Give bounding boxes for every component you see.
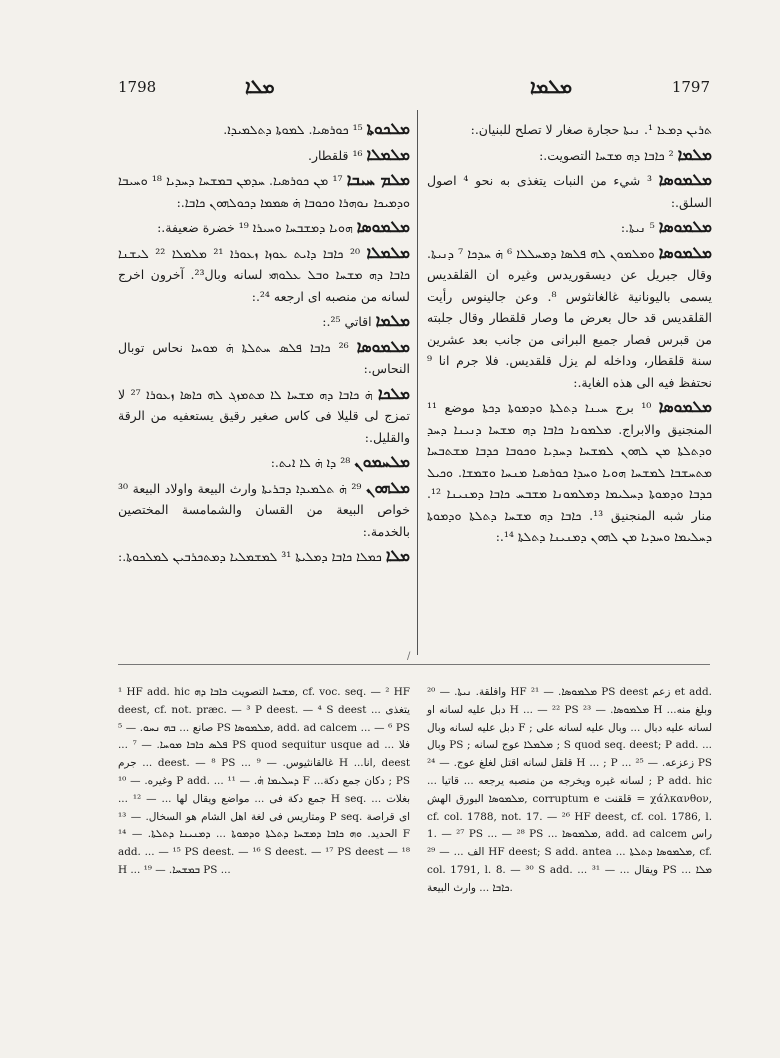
entry-text: ²⁶ ܟܐܒܐ ܦܠܣ ܚܬܠܬܐ ܗ̇ ܡܘܚܐ نحاس توبال النحاس.: (118, 339, 410, 376)
entry-headword: ܡܠܡܘܣܐ (356, 217, 410, 236)
entry-headword: ܡܠܚܡܘܢ (354, 452, 410, 471)
entry-text: ³ شيء من النبات يتغذى به نحو ⁴ اصول السلق.: (427, 173, 712, 210)
entry-text: ܘܡܠܡܘܢ ܠܗ ܦܠܣܐ ܕܡܚܠܠܐ ⁶ ܗ̇ ܚܕܟܐ ⁷ ܕܢܝܬܐ. وقال جبريل عن ديسقوريدس وغيره ان القلقديس يسمى باليونانية غالغانثوس ⁸. وعن جالينوس رأيت القلقديس قد حال بعرض ما وصار قلقطار وقال جلبته من قبرس فصار جميع البرانى من جانب بعد عشرين سنة قلقطار، وداخله لم يزل قلقديس. فلا جرم انا ⁹ نحتفظ فيه الى هذه الغاية.: (427, 245, 712, 390)
entry (118, 336, 410, 380)
entry-text: اقاتي ²⁵.: (322, 314, 372, 329)
footnotes-left (118, 684, 410, 880)
entry-text: ⁵ ܢܝܬܐ.: (620, 220, 655, 235)
entry (427, 169, 712, 213)
footnote-rule (118, 664, 710, 665)
entry (118, 118, 410, 141)
entry (118, 545, 410, 568)
entry (118, 169, 410, 213)
right-page-number: 1797 (671, 78, 710, 96)
entry-text: ܗܘܝܐ ܕܡܫܒܚܐ ܘܚܝܪܐ ¹⁹ خضرة ضعيفة.: (157, 220, 353, 235)
entry-headword: ܡܠܡܐ (375, 311, 410, 330)
entry-text: ² ܟܐܒܐ ܕܗ ܡܫܚܐ التصويت.: (539, 147, 674, 163)
entry-headword: ܡܠܗܘܢ (366, 477, 410, 497)
entry-text: ܟܡܠܐ ܟܐܒܐ ܕܡܠܝܬܐ ³¹ ܠܡܫܡܠܝܐ ܕܡܬܟܪܒܝܢ ܠܡܠܟܘܬܐ.: (117, 549, 382, 564)
left-column (118, 118, 410, 571)
footnotes-right (427, 684, 712, 898)
entry-headword: ܡܠܡܐ (677, 144, 712, 164)
right-column (427, 118, 712, 551)
entry-headword: ܡܠܡܘܣܐ (658, 397, 712, 416)
entry-text: ²⁹ ܗ̇ ܬܠܡܝܕܐ ܕܒܪܝܬܐ وارث البيعة واولاد البيعة ³⁰ خواص البيعة من القسان والشمامسة المختصين بالخدمة.: (118, 480, 410, 539)
entry-headword: ܡܠܡܠܐ (366, 242, 410, 262)
right-running-head: ܡܠܡܐ (530, 76, 573, 98)
entry-headword: ܡܠܐ (385, 546, 410, 565)
entry (427, 216, 712, 239)
entry-text: ¹⁷ ܡܢ ܟܘܪܣܝܐ. ܚܕܡܢ ܒܡܫܚܐ ܕܚܕܝܐ ¹⁸ ܘܚܝܒܐ ܘܕܡܝܟܐ ܢܘܗܪܐ ܘܟܘܒܐ ܗ̇ ܣܡܡܐ ܕܟܘܠܗܘܢ ܟܐܒܐ.: (118, 173, 410, 210)
entry-headword: ܡܠܡܘܣܐ (658, 170, 712, 189)
entry-headword: ܡܠܟܘܬܐ (366, 119, 410, 138)
entry-text: ²⁸ ܕܐ ܗ̇ ܠܐ ܐܝܬ.: (270, 455, 351, 470)
entry-headword: ܡܠܟܐ (378, 383, 411, 403)
footnote-text: وافلقة. ܢܝܬܐ. — ²⁰ HF ܡܠܡܘܣܐ. — ²¹ PS deest زعم et add. دبل عليه لسانه او H ... — ²² PS ܡܠܡܘܣܐ. — ²³ H ...وبلغ منه دبل عليه لسانه وبال F ; لسانه عليه دبال ... وبال عليه لسانه على وبال PS ; ܡܠܡܠܐ عوج لسانه ; S quod seq. deest; P add. ... قلقل لسانه اقتل لغلغ عوج. — ²⁴ H ... ; P ... زعزعه. — ²⁵ PS ... لسانه غيره ويخرجه من منصبه يرجعه ... قاتيا ; P add. hic ܡܠܡܘܣܐ البورق الهش, corruptum e قلقنت = χάλκανθον, cf. col. 1788, not. 17. — ²⁶ HF deest, cf. col. 1786, l. 1. — ²⁷ PS ... — ²⁸ PS ... ܡܠܡܘܣܐ, add. ad calcem راس الف ... — ²⁹ HF deest; S add. antea ... ܡܠܡܘܣܐ ܕܬܠܬܐ, cf. col. 1791, l. 8. — ³⁰ S add. ... ويقال ... — ³¹ PS ... ܡܠܐ ܟܐܒܐ ... وارث البيعة. (427, 686, 713, 894)
entry (118, 310, 410, 333)
entry (118, 451, 410, 474)
entry (427, 144, 712, 167)
entry-text: ܗ̇ ܟܐܒܐ ܕܗ ܡܫܚܐ ܠܐ ܡܬܡܙܓ ܠܗ ܟܐܣܐ ܙܥܘܪܐ ²⁷ لا تمزج لى قليلا فى كاس صغير رقيق يستعفيه من الرقة والقليل.: (118, 386, 410, 445)
entry (118, 144, 410, 167)
entry-text: ¹⁵ ܟܘܪܣܝܐ. ܠܡܘܬܐ ܕܬܠܡܝܕܐ. (223, 122, 363, 137)
left-running-head: ܡܠܐ (245, 76, 275, 98)
entry-text: ¹⁶ قلقطار. (307, 147, 363, 163)
divider-tick: / (407, 651, 411, 662)
entry-headword: ܡܠܡܘܣܐ (658, 217, 712, 236)
entry (118, 477, 410, 543)
entry-text: ¹⁰ برج ܚܝܢܐ ܕܬܠܬܐ ܘܕܡܘܬܐ ܕܟܬܐ موضع ¹¹ المنجنيق والابراج. ܡܠܡܘܢܐ ܟܐܒܐ ܕܗ ܡܫܚܐ ܕܢܝܢܐ ܕܚܕ ܘܕܬܠܬܐ ܡܢ ܠܗܘܢ ܠܡܫܚܐ ܕܚܕܝܐ ܘܟܘܒܐ ܟܕܒܐ ܡܫܬܒܚܐ ܡܬܚܫܒܐ ܠܡܫܚܐ ܗܘܝܐ ܘܚܕܐ ܟܘܪܣܝܐ ܡܢܚܐ ܘܫܡܫܐ. ܘܟܝܠ ܟܕܒܐ ܘܕܡܘܬܐ ܕܚܠܝܡܐ ܕܡܠܡܘܢܐ ܡܫܒܚ ܟܐܒܐ ܕܡܢܝܢܐ ¹². منار شبه المنجنيق ¹³. ܟܐܒܐ ܕܗ ܡܫܚܐ ܕܬܠܬܐ ܘܕܡܘܬܐ ܕܚܠܝܡܐ ܘܚܕܝܐ ܡܢ ܠܗܘܢ ܕܡܢܝܢܐ ܕܬܠܬܐ ¹⁴.: (427, 400, 712, 544)
entry-text: ܬܪܝܢ ܕܡܥܐ ¹. ܢܝܬܐ حجارة صغار لا تصلح للبنيان.: (470, 122, 712, 137)
entry (118, 216, 410, 239)
left-page-number: 1798 (118, 78, 157, 96)
entry-headword: ܡܠܡܘܣܐ (658, 242, 712, 262)
column-divider (417, 110, 418, 655)
entry-text: ²⁰ ܟܐܒܐ ܕܐܝܬ ܥܘܙܐ ܙܥܘܪܐ ²¹ ܡܠܡܠܐ ²² ܠܝܫܢܐ ܟܐܒܐ ܕܗ ܡܫܚܐ ܘܒܠ ܥܠܘܗܝ لسانه وبال²³. آخرون اخرج لسانه من منصبه اى ارجعه ²⁴.: (118, 245, 410, 304)
entry-headword: ܡܠܡ ܚܝܒܐ (346, 170, 410, 189)
entry (427, 396, 712, 548)
page-header (110, 78, 710, 102)
entry (118, 383, 410, 449)
footnote-text: ¹ HF add. hic ܡܫܚܐ التصويت ܟܐܒܐ ܕܗ, cf. voc. seq. — ² HF deest, cf. not. præc. — ³ P deest. — ⁴ S deest يتغذى ... صانع ... ܒܗ ܢܚܘ. — ⁵ PS ܡܠܡܘܣܐ, add. ad calcem ... — ⁶ PS ... ܦܠܣ ܟܐܒܐ ܡܘܚܐ. — ⁷ PS quod sequitur usque ad ... فلا جرم ... deest. — ⁸ PS ... غالقانثيوس. — ⁹ H ...انا, deest وغيره. — ¹⁰ P add. ... ܕܚܠܝܡܐ ܗ̇. — ¹¹ F ...دكان جمع دكة ; PS ... جمع دكة فى ... مواضع ويقال لها ... — ¹² H seq. ... بغلات ومتاريس فى لغة اهل الشام هو السخال. — ¹³ P seq. اى قراصة الحديد. ܘܗ ܟܐܒܐ ܕܡܫܚܐ ܕܬܠܬܐ ܘܕܡܘܬܐ ... ܕܡܢܝܢܐ ܕܬܠܬܐ. — ¹⁴ F add. ... — ¹⁵ PS deest. — ¹⁶ S deest. — ¹⁷ PS deest — ¹⁸ H ... ܒܡܫܚܐ. — ¹⁹ PS ... (118, 686, 411, 876)
entry (118, 242, 410, 308)
entry-headword: ܡܠܡܠܐ (366, 144, 410, 164)
entry (427, 242, 712, 394)
entry (427, 118, 712, 141)
entry-headword: ܡܠܡܘܣܐ (356, 336, 410, 356)
